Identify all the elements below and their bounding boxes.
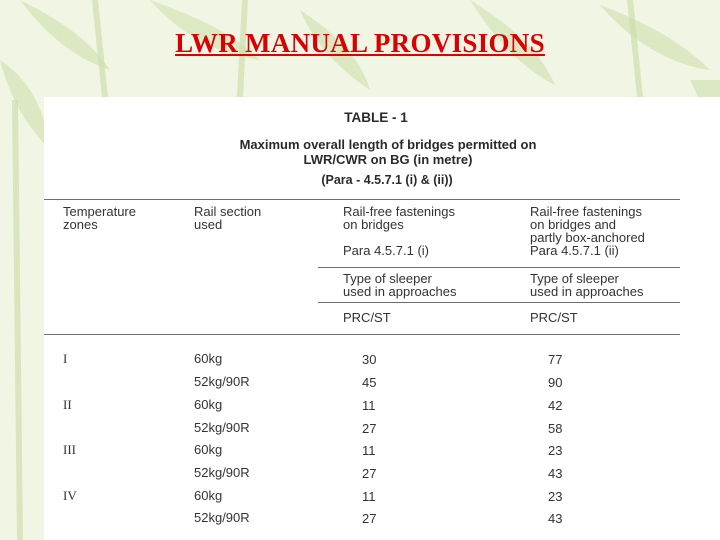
header-rail-section: Rail section used bbox=[194, 204, 262, 232]
table-panel bbox=[44, 97, 720, 540]
length-rail-free: 27 bbox=[362, 421, 377, 436]
length-box-anchored: 90 bbox=[548, 375, 563, 390]
rail-section: 52kg/90R bbox=[194, 465, 250, 480]
length-rail-free: 27 bbox=[362, 511, 377, 526]
header-sleeper-type-2: Type of sleeper used in approaches bbox=[530, 271, 644, 299]
slide-title: LWR MANUAL PROVISIONS bbox=[175, 28, 545, 58]
table-para-reference: (Para - 4.5.7.1 (i) & (ii)) bbox=[321, 173, 453, 187]
rail-section: 60kg bbox=[194, 397, 223, 412]
rule-header-split bbox=[318, 267, 680, 268]
header-prc-st-1: PRC/ST bbox=[343, 310, 391, 325]
rail-section: 52kg/90R bbox=[194, 510, 250, 525]
length-box-anchored: 43 bbox=[548, 466, 563, 481]
rule-top bbox=[44, 199, 680, 200]
header-sleeper-type-1: Type of sleeper used in approaches bbox=[343, 271, 457, 299]
zone-label: II bbox=[63, 397, 72, 412]
table-caption: Maximum overall length of bridges permitted on LWR/CWR on BG (in metre) bbox=[239, 137, 537, 167]
rail-section: 60kg bbox=[194, 488, 223, 503]
length-rail-free: 30 bbox=[362, 352, 377, 367]
length-rail-free: 11 bbox=[362, 443, 376, 458]
length-box-anchored: 42 bbox=[548, 398, 563, 413]
rail-section: 60kg bbox=[194, 351, 223, 366]
header-partly-box-anchored: Rail-free fastenings on bridges and partly box-anchored Para 4.5.7.1 (ii) bbox=[530, 204, 645, 258]
header-prc-st-2: PRC/ST bbox=[530, 310, 578, 325]
rail-section: 52kg/90R bbox=[194, 420, 250, 435]
length-rail-free: 45 bbox=[362, 375, 377, 390]
table-label: TABLE - 1 bbox=[344, 110, 408, 125]
rule-sleeper-split bbox=[318, 302, 680, 303]
length-box-anchored: 23 bbox=[548, 443, 563, 458]
length-box-anchored: 43 bbox=[548, 511, 563, 526]
length-box-anchored: 77 bbox=[548, 352, 563, 367]
zone-label: I bbox=[63, 351, 68, 366]
zone-label: III bbox=[63, 442, 76, 457]
rule-header-bottom bbox=[44, 334, 680, 335]
length-box-anchored: 23 bbox=[548, 489, 563, 504]
length-rail-free: 11 bbox=[362, 489, 376, 504]
zone-label: IV bbox=[63, 488, 77, 503]
header-rail-free-fastenings: Rail-free fastenings on bridges bbox=[343, 204, 455, 232]
length-box-anchored: 58 bbox=[548, 421, 563, 436]
length-rail-free: 11 bbox=[362, 398, 376, 413]
rail-section: 60kg bbox=[194, 442, 223, 457]
length-rail-free: 27 bbox=[362, 466, 377, 481]
rail-section: 52kg/90R bbox=[194, 374, 250, 389]
header-temperature-zones: Temperature zones bbox=[63, 204, 136, 232]
header-para-i: Para 4.5.7.1 (i) bbox=[343, 243, 429, 258]
